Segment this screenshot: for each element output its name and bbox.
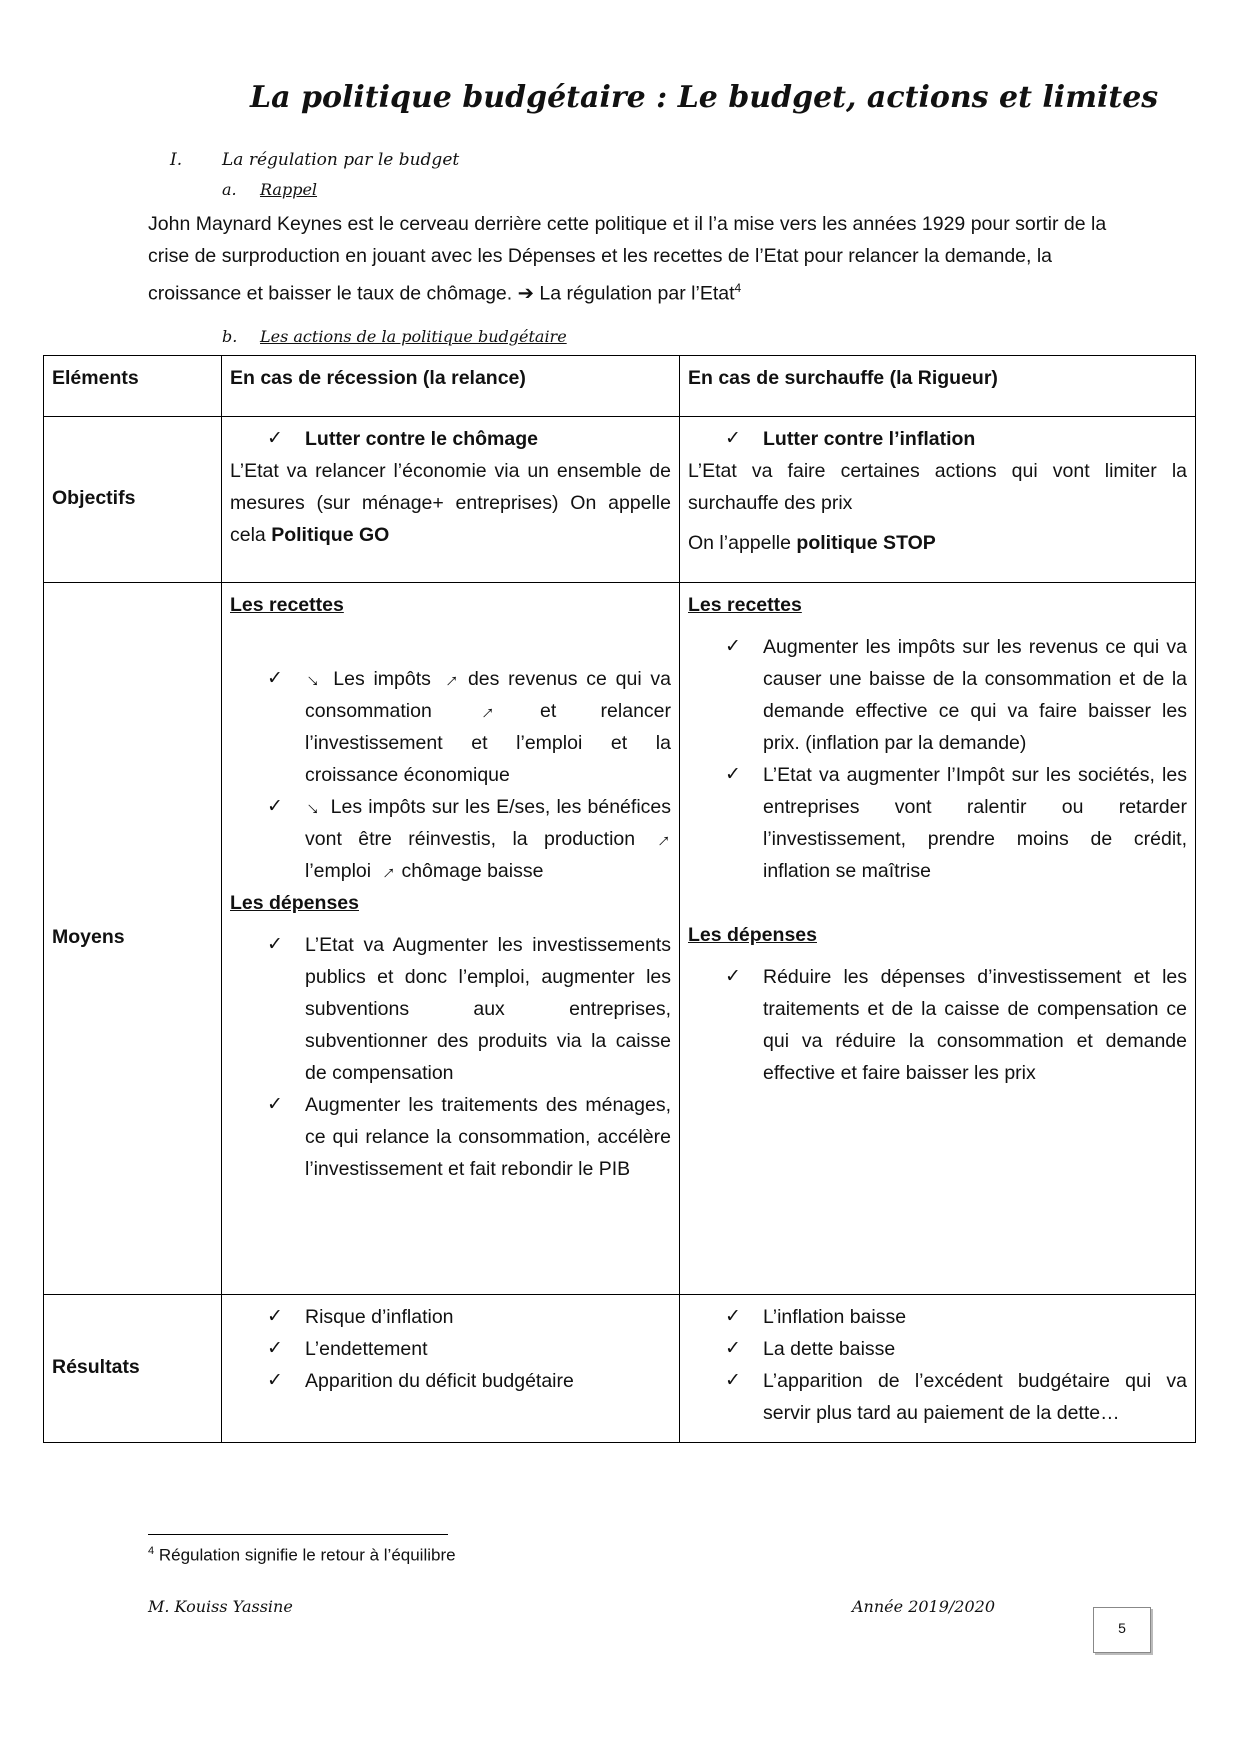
footnote-text: Régulation signifie le retour à l’équilibre bbox=[158, 1545, 456, 1565]
list-item: ✓ L’Etat va Augmenter les investissements publics et donc l’emploi, augmenter les subventions aux entreprises, subventionner des produits via la caisse de compensation bbox=[305, 929, 671, 1089]
cell-objectifs-rigueur bbox=[680, 417, 1196, 583]
depenses-list-rigueur bbox=[688, 961, 1187, 1089]
list-item: ✓ Réduire les dépenses d’investissement et les traitements et de la caisse de compensation ce qui va réduire la consommation et demande effective et faire baisser les prix bbox=[763, 961, 1187, 1089]
list-item: ✓ Augmenter les impôts sur les revenus ce qui va causer une baisse de la consommation et de la demande effective ce qui va faire baisser les prix. (inflation par la demande) bbox=[763, 631, 1187, 759]
list-item: ✓ L’inflation baisse bbox=[763, 1301, 1187, 1333]
row-label-objectifs: Objectifs bbox=[44, 417, 222, 583]
resultats-list-rigueur bbox=[688, 1301, 1187, 1429]
recette-relance-1b: des revenus ce qui va consommation bbox=[305, 668, 672, 722]
subsection-a-label: Rappel bbox=[260, 180, 318, 199]
row-moyens bbox=[44, 583, 1196, 1295]
list-item: ✓ L’endettement bbox=[305, 1333, 671, 1365]
section-number: I. bbox=[170, 150, 183, 170]
page-title: La politique budgétaire : Le budget, actions et limites bbox=[250, 80, 1159, 115]
increase-arrow-icon: → bbox=[434, 664, 465, 694]
footer-year: Année 2019/2020 bbox=[852, 1597, 996, 1616]
right-arrow-icon: ➔ bbox=[517, 282, 534, 305]
goal-relance: ✓ Lutter contre le chômage bbox=[305, 423, 671, 455]
header-rigueur: En cas de surchauffe (la Rigueur) bbox=[680, 356, 1196, 417]
recette-relance-2c: chômage baisse bbox=[401, 860, 544, 882]
depenses-heading-relance: Les dépenses bbox=[230, 892, 359, 914]
politique-stop: politique STOP bbox=[796, 532, 936, 554]
objectifs-rigueur-lead: On l’appelle bbox=[688, 532, 791, 554]
decrease-arrow-icon: → bbox=[300, 664, 330, 694]
footnote bbox=[148, 1545, 456, 1566]
increase-arrow-icon: → bbox=[646, 824, 676, 854]
objectifs-relance-text bbox=[230, 455, 671, 551]
objectifs-relance-desc: L’Etat va relancer l’économie via un ensemble de mesures (sur ménage+ entreprises) On appelle cela bbox=[230, 460, 671, 546]
intro-text: John Maynard Keynes est le cerveau derrière cette politique et il l’a mise vers les années 1929 pour sortir de la crise de surproduction en jouant avec les Dépenses et les recettes de l’Etat pour relancer la demande, la croissance et baisser le taux de chômage. bbox=[148, 213, 1107, 305]
recettes-list-rigueur bbox=[688, 631, 1187, 887]
decrease-arrow-icon: → bbox=[300, 792, 330, 822]
subsection-b-label: Les actions de la politique budgétaire bbox=[260, 327, 567, 346]
footnote-number: 4 bbox=[148, 1545, 155, 1557]
recette-relance-2b: l’emploi bbox=[305, 860, 372, 882]
row-label-resultats: Résultats bbox=[44, 1295, 222, 1443]
cell-objectifs-relance bbox=[222, 417, 680, 583]
subsection-b-heading bbox=[222, 327, 567, 346]
recettes-heading-rigueur: Les recettes bbox=[688, 594, 802, 616]
intro-paragraph bbox=[148, 208, 1108, 310]
list-item bbox=[300, 663, 672, 791]
recettes-list-relance bbox=[230, 663, 676, 887]
subsection-b-number: b. bbox=[222, 327, 238, 346]
footnote-ref: 4 bbox=[734, 281, 742, 295]
page-number: 5 bbox=[1093, 1607, 1151, 1653]
list-item: ✓ Risque d’inflation bbox=[305, 1301, 671, 1333]
list-item: ✓ Augmenter les traitements des ménages, ce qui relance la consommation, accélère l’investissement et fait rebondir le PIB bbox=[305, 1089, 671, 1185]
list-item: ✓ L’Etat va augmenter l’Impôt sur les sociétés, les entreprises vont ralentir ou retarder l’investissement, prendre moins de crédit, inflation se maîtrise bbox=[763, 759, 1187, 887]
row-label-moyens: Moyens bbox=[44, 583, 222, 1295]
row-resultats bbox=[44, 1295, 1196, 1443]
table-header-row bbox=[44, 356, 1196, 417]
row-objectifs bbox=[44, 417, 1196, 583]
resultats-list-relance bbox=[230, 1301, 671, 1397]
section-label: La régulation par le budget bbox=[222, 150, 460, 170]
goal-rigueur: ✓ Lutter contre l’inflation bbox=[763, 423, 1187, 455]
subsection-a-heading bbox=[222, 180, 317, 199]
recettes-heading-relance: Les recettes bbox=[230, 594, 344, 616]
budget-policy-table bbox=[43, 355, 1196, 1443]
cell-moyens-relance bbox=[222, 583, 680, 1295]
recette-relance-1a: Les impôts bbox=[333, 668, 431, 690]
list-item bbox=[300, 791, 676, 887]
header-elements: Eléments bbox=[44, 356, 222, 417]
intro-conclusion: La régulation par l’Etat bbox=[539, 282, 735, 305]
footer-author: M. Kouiss Yassine bbox=[148, 1597, 293, 1616]
list-item: ✓ La dette baisse bbox=[763, 1333, 1187, 1365]
list-item: ✓ Apparition du déficit budgétaire bbox=[305, 1365, 671, 1397]
subsection-a-number: a. bbox=[222, 180, 237, 199]
footnote-divider bbox=[148, 1534, 448, 1535]
objectifs-rigueur-desc: L’Etat va faire certaines actions qui vont limiter la surchauffe des prix bbox=[688, 460, 1187, 514]
cell-resultats-rigueur bbox=[680, 1295, 1196, 1443]
politique-go: Politique GO bbox=[271, 524, 390, 546]
depenses-heading-rigueur: Les dépenses bbox=[688, 924, 817, 946]
list-item: ✓ L’apparition de l’excédent budgétaire qui va servir plus tard au paiement de la dette… bbox=[763, 1365, 1187, 1429]
cell-moyens-rigueur bbox=[680, 583, 1196, 1295]
recette-relance-2a: Les impôts sur les E/ses, les bénéfices vont être réinvestis, la production bbox=[305, 796, 671, 850]
cell-resultats-relance bbox=[222, 1295, 680, 1443]
header-relance: En cas de récession (la relance) bbox=[222, 356, 680, 417]
objectifs-rigueur-stop bbox=[688, 527, 1187, 559]
increase-arrow-icon: → bbox=[471, 696, 501, 726]
recette-relance-1c: et relancer l’investissement et l’emploi et la croissance économique bbox=[305, 700, 671, 786]
section-heading bbox=[170, 150, 459, 170]
depenses-list-relance bbox=[230, 929, 671, 1185]
increase-arrow-icon: → bbox=[371, 856, 401, 886]
